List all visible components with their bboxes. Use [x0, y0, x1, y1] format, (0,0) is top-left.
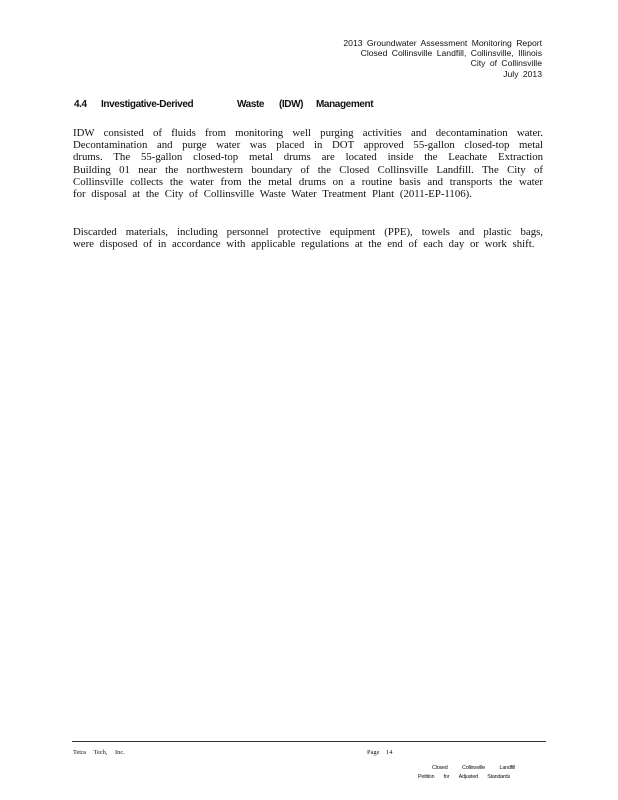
footer-doc-word: Adjusted: [458, 774, 478, 780]
section-title-part: (IDW): [279, 99, 304, 110]
paragraph-line: for disposal at the City of Collinsville Waste Water Treatment Plant (2011-EP-1106).: [73, 188, 472, 201]
paragraph-line: were disposed of in accordance with applicable regulations at the end of each day or work shift.: [73, 238, 535, 251]
header-report-title: 2013 Groundwater Assessment Monitoring Report: [343, 38, 542, 48]
header-date: July 2013: [503, 68, 542, 79]
paragraph-line: Building 01 near the northwestern boundary of the Closed Collinsville Landfill. The City of: [73, 163, 543, 176]
paragraph-line: IDW consisted of fluids from monitoring well purging activities and decontamination water.: [73, 127, 543, 139]
body-paragraph-idw: [73, 127, 543, 200]
header-site-name: Closed Collinsville Landfill, Collinsville, Illinois: [360, 48, 542, 59]
paragraph-line: drums. The 55-gallon closed-top metal drums are located inside the Leachate Extraction: [73, 151, 543, 164]
paragraph-line: Collinsville collects the water from the metal drums on a routine basis and transports the water: [73, 175, 543, 188]
section-title-part: Investigative-Derived: [101, 99, 194, 110]
footer-doc-word: Closed: [432, 765, 448, 771]
footer-doc-word: Petition: [418, 774, 435, 780]
footer-page-number: Page 14: [367, 749, 393, 756]
section-number: 4.4: [74, 99, 87, 110]
footer-doc-word: Landfill: [499, 765, 515, 771]
paragraph-line: Decontamination and purge water was placed in DOT approved 55-gallon closed-top metal: [73, 139, 543, 152]
footer-company: Tetra Tech, Inc.: [73, 749, 125, 756]
section-title-part: Waste: [237, 99, 265, 110]
paragraph-line: Discarded materials, including personnel protective equipment (PPE), towels and plastic bags,: [73, 226, 543, 238]
header-client: City of Collinsville: [470, 58, 542, 69]
report-header: [343, 38, 542, 79]
section-title-part: Management: [316, 99, 374, 110]
footer-divider: [72, 741, 546, 742]
footer-document-id: [418, 764, 518, 782]
section-heading: [74, 99, 374, 110]
footer-doc-word: for: [443, 774, 450, 780]
body-paragraph-discarded: [73, 226, 543, 250]
footer-doc-word: Collinsville: [462, 765, 486, 771]
footer-doc-word: Standards: [487, 774, 510, 780]
